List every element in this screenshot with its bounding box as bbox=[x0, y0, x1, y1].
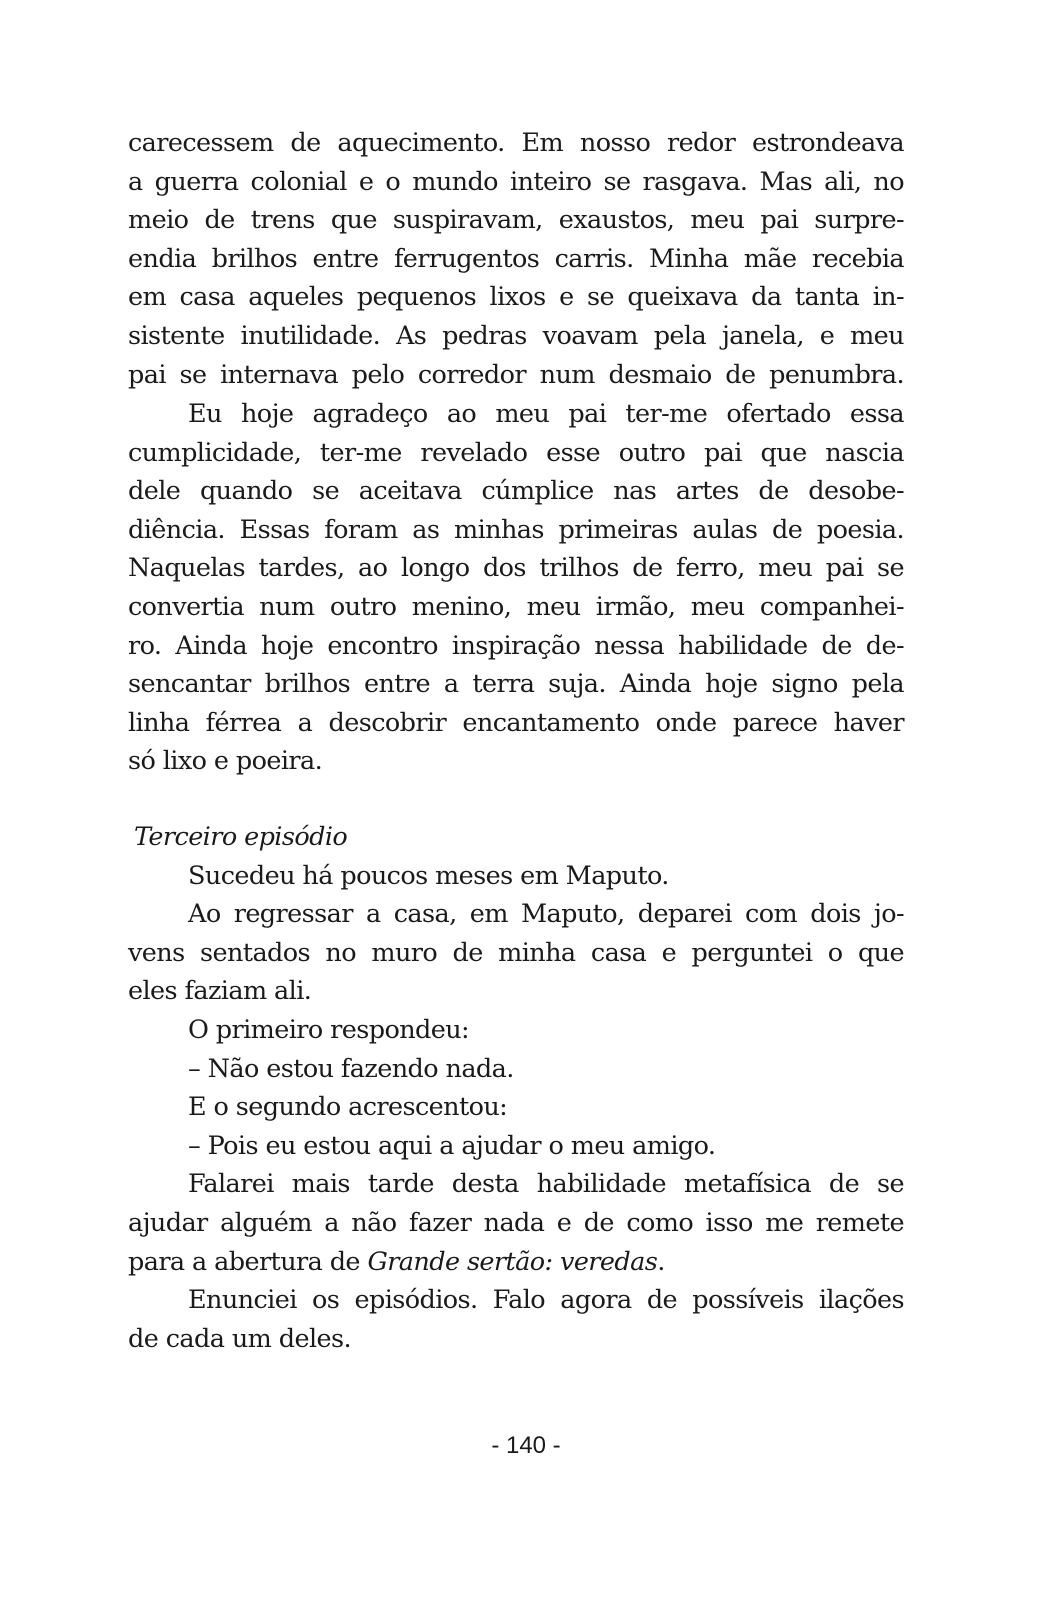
dialogue-line: – Pois eu estou aqui a ajudar o meu amigo. bbox=[188, 1130, 716, 1161]
text-line: Falarei mais tarde desta habilidade metafísica de se bbox=[188, 1169, 904, 1200]
text-line bbox=[128, 1243, 904, 1282]
section-third-episode bbox=[128, 818, 904, 1358]
text-line: Ao regressar a casa, em Maputo, deparei com dois jo- bbox=[188, 899, 904, 930]
text-line: Sucedeu há poucos meses em Maputo. bbox=[188, 860, 669, 891]
text-line: eles faziam ali. bbox=[128, 976, 312, 1007]
text-line: sistente inutilidade. As pedras voavam pela janela, e meu bbox=[128, 320, 904, 351]
dialogue-line: – Não estou fazendo nada. bbox=[188, 1053, 514, 1084]
text-line: O primeiro respondeu: bbox=[188, 1014, 470, 1045]
text-line: Naquelas tardes, ao longo dos trilhos de ferro, meu pai se bbox=[128, 553, 904, 584]
text-line: Eu hoje agradeço ao meu pai ter-me ofertado essa bbox=[188, 399, 904, 429]
text-line: ajudar alguém a não fazer nada e de como isso me remete bbox=[128, 1207, 904, 1238]
text-line: a guerra colonial e o mundo inteiro se rasgava. Mas ali, no bbox=[128, 166, 904, 197]
text-line: carecessem de aquecimento. Em nosso redor estrondeava bbox=[128, 128, 904, 158]
text-line: vens sentados no muro de minha casa e perguntei o que bbox=[128, 937, 904, 968]
text-line: pai se internava pelo corredor num desmaio de penumbra. bbox=[128, 359, 904, 390]
text-line: Enunciei os episódios. Falo agora de possíveis ilações bbox=[188, 1285, 904, 1316]
text-line: em casa aqueles pequenos lixos e se queixava da tanta in- bbox=[128, 282, 904, 313]
section-heading: Terceiro episódio bbox=[134, 822, 348, 852]
page-number: - 140 - bbox=[491, 1432, 561, 1459]
text-line: diência. Essas foram as minhas primeiras aulas de poesia. bbox=[128, 514, 904, 545]
text-line: ro. Ainda hoje encontro inspiração nessa habilidade de de- bbox=[128, 630, 904, 661]
text-line: cumplicidade, ter-me revelado esse outro pai que nascia bbox=[128, 437, 904, 468]
text-line: de cada um deles. bbox=[128, 1323, 351, 1354]
text-line: E o segundo acrescentou: bbox=[188, 1092, 508, 1123]
text-line: linha férrea a descobrir encantamento onde parece haver bbox=[128, 707, 904, 738]
text-line: dele quando se aceitava cúmplice nas artes de desobe- bbox=[128, 476, 904, 507]
book-title: Grande sertão: veredas bbox=[367, 1246, 658, 1277]
text-line: convertia num outro menino, meu irmão, meu companhei- bbox=[128, 591, 904, 622]
paragraph-continued bbox=[128, 124, 904, 394]
text-fragment: para a abertura de bbox=[128, 1246, 368, 1277]
text-line: endia brilhos entre ferrugentos carris. Minha mãe recebia bbox=[128, 243, 904, 274]
text-line: meio de trens que suspiravam, exaustos, meu pai surpre- bbox=[128, 205, 904, 236]
paragraph-gratitude bbox=[128, 395, 904, 781]
text-fragment: . bbox=[657, 1246, 665, 1277]
text-line: só lixo e poeira. bbox=[128, 746, 323, 777]
text-line: sencantar brilhos entre a terra suja. Ainda hoje signo pela bbox=[128, 669, 904, 700]
